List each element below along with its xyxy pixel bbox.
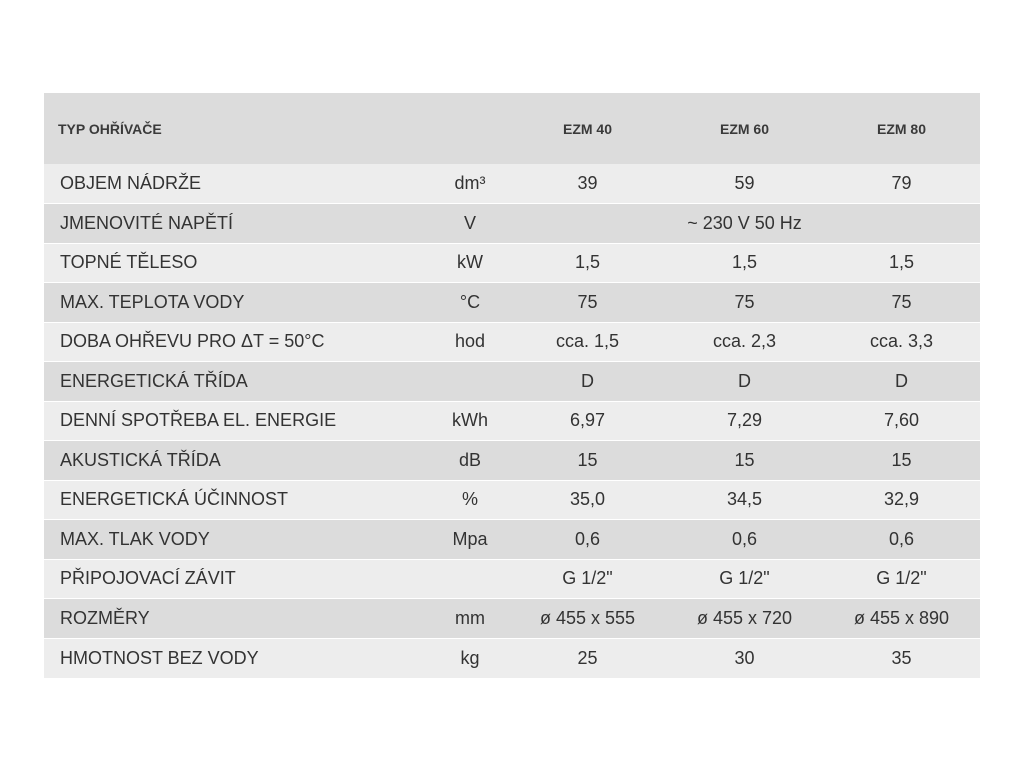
row-value-ezm80: 75 — [823, 283, 980, 323]
spec-table — [44, 93, 980, 678]
row-value-ezm80: ø 455 x 890 — [823, 599, 980, 639]
row-value-ezm80: 79 — [891, 173, 912, 193]
row-label: TOPNÉ TĚLESO — [44, 243, 431, 283]
row-value-ezm60: G 1/2" — [666, 559, 823, 599]
row-label: ENERGETICKÁ ÚČINNOST — [44, 480, 431, 520]
row-unit: dB — [431, 441, 509, 481]
row-value-ezm40: 39 — [577, 173, 598, 193]
row-label: MAX. TLAK VODY — [44, 520, 431, 560]
row-label: HMOTNOST BEZ VODY — [44, 638, 431, 678]
row-value-ezm40: 6,97 — [509, 401, 666, 441]
row-unit: °C — [431, 283, 509, 323]
row-value-ezm60: 7,29 — [666, 401, 823, 441]
table-header-row — [44, 93, 980, 164]
row-label: JMENOVITÉ NAPĚTÍ — [44, 204, 431, 244]
row-label: MAX. TEPLOTA VODY — [44, 283, 431, 323]
row-value-ezm80: cca. 3,3 — [823, 322, 980, 362]
table-row — [44, 164, 980, 204]
row-unit: mm — [431, 599, 509, 639]
table-row — [44, 243, 980, 283]
row-label: ENERGETICKÁ TŘÍDA — [44, 362, 431, 402]
row-value-ezm80: 0,6 — [823, 520, 980, 560]
row-value-ezm60: 1,5 — [666, 243, 823, 283]
table-row — [44, 599, 980, 639]
row-value-ezm40: D — [509, 362, 666, 402]
table-row — [44, 283, 980, 323]
row-value-ezm40: 15 — [509, 441, 666, 481]
row-unit: kWh — [431, 401, 509, 441]
row-label: AKUSTICKÁ TŘÍDA — [44, 441, 431, 481]
row-value-ezm40: 25 — [509, 638, 666, 678]
row-unit: V — [431, 204, 509, 244]
table-row — [44, 401, 980, 441]
row-value-ezm60: cca. 2,3 — [666, 322, 823, 362]
row-value-ezm60: 30 — [666, 638, 823, 678]
row-unit: kW — [431, 243, 509, 283]
table-body — [44, 164, 980, 678]
row-unit: hod — [431, 322, 509, 362]
row-value-ezm80: 35 — [823, 638, 980, 678]
header-model-ezm40: EZM 40 — [562, 120, 612, 137]
row-unit: dm³ — [454, 173, 486, 193]
table-row — [44, 204, 980, 244]
header-label: TYP OHŘÍVAČE — [58, 120, 162, 137]
table-row — [44, 559, 980, 599]
row-unit: Mpa — [431, 520, 509, 560]
row-value-ezm60: D — [666, 362, 823, 402]
table-row — [44, 480, 980, 520]
row-value-ezm60: 59 — [734, 173, 755, 193]
row-value-ezm60: ø 455 x 720 — [666, 599, 823, 639]
table-row — [44, 441, 980, 481]
row-label: PŘIPOJOVACÍ ZÁVIT — [44, 559, 431, 599]
row-value-ezm80: 32,9 — [823, 480, 980, 520]
row-value-ezm40: cca. 1,5 — [509, 322, 666, 362]
row-unit — [431, 559, 509, 599]
header-model-ezm80: EZM 80 — [876, 120, 926, 137]
row-value-ezm40: 35,0 — [509, 480, 666, 520]
table-row — [44, 362, 980, 402]
row-value-ezm40: G 1/2" — [509, 559, 666, 599]
row-value-ezm60: 75 — [666, 283, 823, 323]
row-value-ezm80: G 1/2" — [823, 559, 980, 599]
row-unit — [431, 362, 509, 402]
row-value-shared: ~ 230 V 50 Hz — [509, 204, 980, 244]
row-value-ezm60: 0,6 — [666, 520, 823, 560]
row-unit: kg — [431, 638, 509, 678]
header-model-ezm60: EZM 60 — [719, 120, 769, 137]
row-value-ezm80: 15 — [823, 441, 980, 481]
row-value-ezm40: 0,6 — [509, 520, 666, 560]
row-label: OBJEM NÁDRŽE — [60, 173, 202, 193]
table-row — [44, 638, 980, 678]
row-label: DOBA OHŘEVU PRO ΔT = 50°C — [44, 322, 431, 362]
row-value-ezm60: 15 — [666, 441, 823, 481]
row-value-ezm40: ø 455 x 555 — [509, 599, 666, 639]
row-unit: % — [431, 480, 509, 520]
row-value-ezm80: D — [823, 362, 980, 402]
row-label: DENNÍ SPOTŘEBA EL. ENERGIE — [44, 401, 431, 441]
row-value-ezm40: 75 — [509, 283, 666, 323]
table-row — [44, 322, 980, 362]
row-value-ezm60: 34,5 — [666, 480, 823, 520]
row-label: ROZMĚRY — [44, 599, 431, 639]
row-value-ezm80: 7,60 — [823, 401, 980, 441]
header-unit — [431, 93, 509, 164]
table-row — [44, 520, 980, 560]
row-value-ezm80: 1,5 — [823, 243, 980, 283]
row-value-ezm40: 1,5 — [509, 243, 666, 283]
